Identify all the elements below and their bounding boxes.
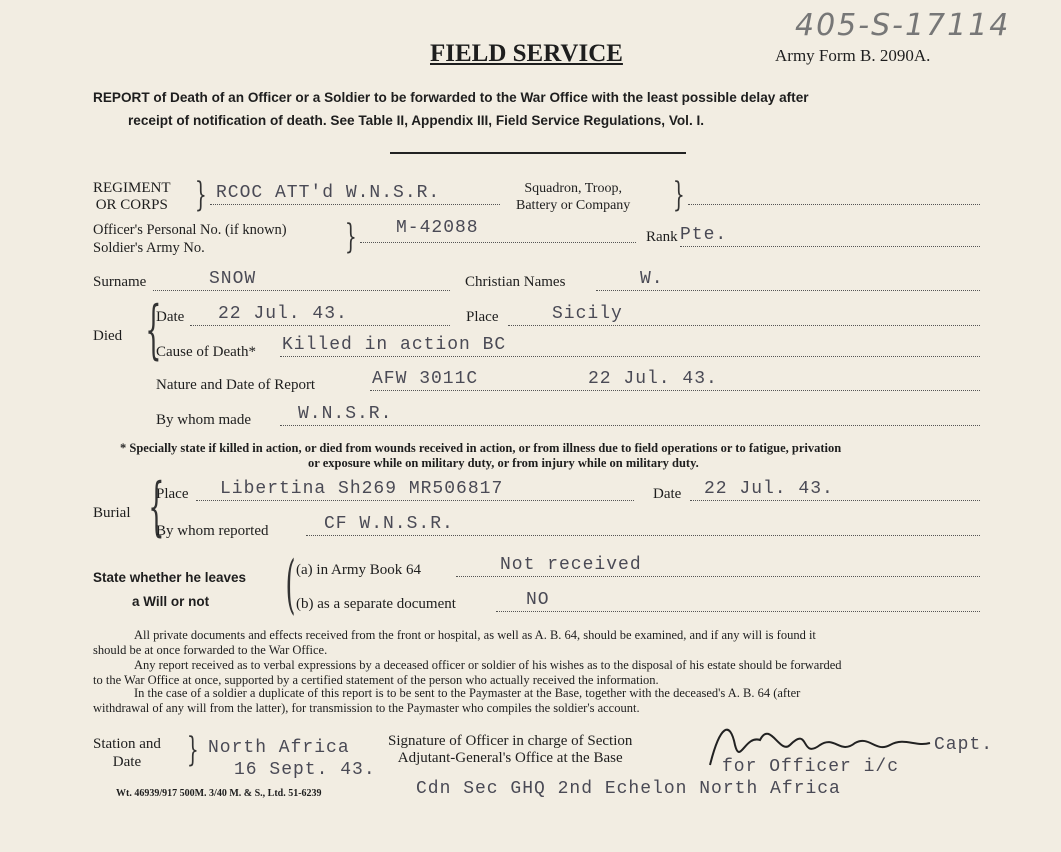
heading-line-2: receipt of notification of death. See Table II, Appendix III, Field Service Regulations, Vol. I. xyxy=(128,113,705,128)
christian-names-label: Christian Names xyxy=(465,274,566,290)
date-died-label: Date xyxy=(156,309,185,325)
by-whom-field[interactable]: W.N.S.R. xyxy=(280,405,980,426)
note-line: should be at once forwarded to the War Office. xyxy=(93,643,328,657)
regiment-label: REGIMENT OR CORPS xyxy=(93,180,171,213)
will-b-label: (b) as a separate document xyxy=(296,596,456,612)
date-died-field[interactable]: 22 Jul. 43. xyxy=(190,305,450,326)
rank-field[interactable]: Pte. xyxy=(680,226,980,247)
will-label-2: a Will or not xyxy=(132,594,210,609)
brace: ( xyxy=(285,548,296,622)
reported-by-label: By whom reported xyxy=(156,523,269,539)
brace: } xyxy=(672,175,685,215)
brace: } xyxy=(186,730,199,770)
squadron-label: Squadron, Troop, Battery or Company xyxy=(516,181,631,213)
burial-date-field[interactable]: 22 Jul. 43. xyxy=(690,480,980,501)
burial-date-label: Date xyxy=(653,486,682,502)
printer-line: Wt. 46939/917 500M. 3/40 M. & S., Ltd. 51-6239 xyxy=(116,788,322,799)
burial-place-label: Place xyxy=(156,486,189,502)
signature-label: Signature of Officer in charge of Section Adjutant-General's Office at the Base xyxy=(388,733,633,766)
place-died-field[interactable]: Sicily xyxy=(508,305,980,326)
brace: { xyxy=(145,293,162,367)
by-whom-label: By whom made xyxy=(156,412,251,428)
personal-no-label: Officer's Personal No. (if known) Soldier's Army No. xyxy=(93,222,287,256)
unit-text: Cdn Sec GHQ 2nd Echelon North Africa xyxy=(416,779,841,799)
surname-field[interactable]: SNOW xyxy=(153,270,450,291)
died-label: Died xyxy=(93,328,123,344)
nature-report-label: Nature and Date of Report xyxy=(156,377,316,393)
signature-rank: Capt. xyxy=(934,735,994,755)
brace: { xyxy=(148,470,165,544)
station-date-value: 16 Sept. 43. xyxy=(234,760,376,780)
form-title: FIELD SERVICE xyxy=(430,40,623,67)
cause-label: Cause of Death* xyxy=(156,344,256,360)
personal-no-field[interactable]: M-42088 xyxy=(360,222,636,243)
for-officer-text: for Officer i/c xyxy=(722,757,900,777)
note-line: withdrawal of any will from the latter), for transmission to the Paymaster who compiles the soldier's account. xyxy=(93,701,640,715)
christian-names-field[interactable]: W. xyxy=(596,270,980,291)
will-a-field[interactable]: Not received xyxy=(456,556,980,577)
file-reference: 405-S-17114 xyxy=(795,8,1011,43)
note-line: In the case of a soldier a duplicate of this report is to be sent to the Paymaster at the Base, together with the deceased's A. B. 64 (after xyxy=(134,686,801,700)
station-value: North Africa xyxy=(208,738,350,758)
burial-label: Burial xyxy=(93,505,131,521)
will-b-field[interactable]: NO xyxy=(496,591,980,612)
note-line: All private documents and effects received from the front or hospital, as well as A. B. 64, should be examined, and if any will is found it xyxy=(134,628,816,642)
cause-field[interactable]: Killed in action BC xyxy=(280,336,980,357)
burial-place-field[interactable]: Libertina Sh269 MR506817 xyxy=(196,480,634,501)
report-field[interactable]: AFW 3011C 22 Jul. 43. xyxy=(370,370,980,391)
place-died-label: Place xyxy=(466,309,499,325)
station-label: Station and Date xyxy=(93,736,161,770)
heading-line-1: REPORT of Death of an Officer or a Soldier to be forwarded to the War Office with the least possible delay after xyxy=(93,90,809,105)
will-a-label: (a) in Army Book 64 xyxy=(296,562,421,578)
surname-label: Surname xyxy=(93,274,147,290)
will-label-1: State whether he leaves xyxy=(93,570,247,585)
squadron-field[interactable] xyxy=(688,184,980,205)
rank-label: Rank xyxy=(646,229,678,245)
footnote-2: or exposure while on military duty, or from injury while on military duty. xyxy=(308,456,699,470)
brace: } xyxy=(344,217,357,257)
brace: } xyxy=(194,175,207,215)
note-line: to the War Office at once, supported by a certified statement of the person who actually received the information. xyxy=(93,673,659,687)
note-line: Any report received as to verbal expressions by a deceased officer or soldier of his wishes as to the disposal of his estate should be forwarded xyxy=(134,658,842,672)
footnote-1: * Specially state if killed in action, or died from wounds received in action, or from illness due to field operations or to fatigue, privation xyxy=(120,441,842,455)
form-number: Army Form B. 2090A. xyxy=(775,46,931,65)
reported-by-field[interactable]: CF W.N.S.R. xyxy=(306,515,980,536)
regiment-field[interactable]: RCOC ATT'd W.N.S.R. xyxy=(210,184,500,205)
divider xyxy=(390,152,686,154)
